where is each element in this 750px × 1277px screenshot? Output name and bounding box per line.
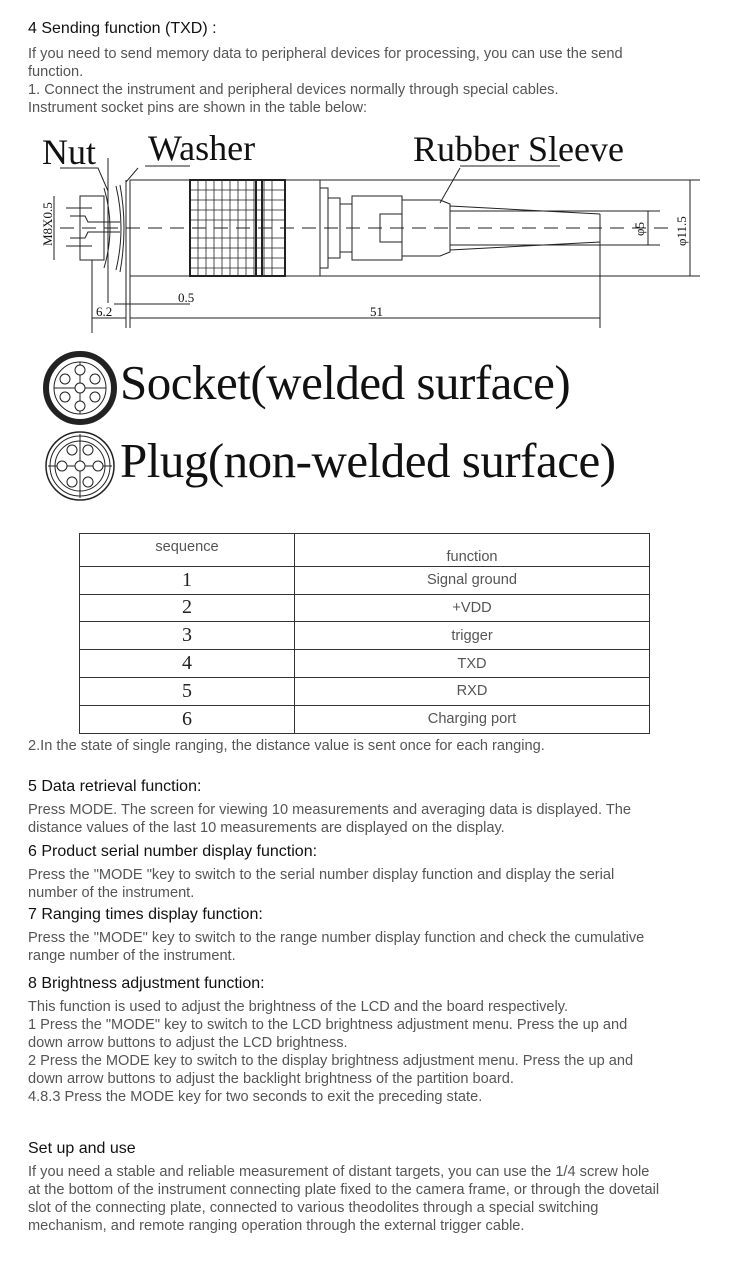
table-row <box>80 566 650 594</box>
plug-row <box>38 428 728 503</box>
section-8-title: 8 Brightness adjustment function: <box>28 975 265 992</box>
text-line: This function is used to adjust the brightness of the LCD and the board respectively. <box>28 999 569 1015</box>
outer-diameter-dimension: φ11.5 <box>674 216 689 246</box>
pin-table <box>79 533 650 734</box>
table-row <box>80 622 650 650</box>
header-sequence: sequence <box>80 534 295 567</box>
text-line: Press the "MODE" key to switch to the range number display function and check the cumulative <box>28 930 645 946</box>
text-line: 1. Connect the instrument and peripheral devices normally through special cables. <box>28 82 559 98</box>
text-line: Press MODE. The screen for viewing 10 measurements and averaging data is displayed. The <box>28 802 631 818</box>
rubber-sleeve-label: Rubber Sleeve <box>413 129 624 169</box>
text-line: 1 Press the "MODE" key to switch to the LCD brightness adjustment menu. Press the up and <box>28 1017 628 1033</box>
table-row <box>80 705 650 733</box>
text-line: slot of the connecting plate, connected to various theodolites through a special switching <box>28 1200 599 1216</box>
section-4-note: 2.In the state of single ranging, the distance value is sent once for each ranging. <box>28 738 545 754</box>
plug-label: Plug(non-welded surface) <box>120 433 616 488</box>
socket-row <box>38 350 728 425</box>
text-line: distance values of the last 10 measurements are displayed on the display. <box>28 820 505 836</box>
text-line: 2 Press the MODE key to switch to the display brightness adjustment menu. Press the up and <box>28 1053 634 1069</box>
section-6-body <box>28 866 728 902</box>
section-7-title: 7 Ranging times display function: <box>28 906 263 923</box>
table-row <box>80 650 650 678</box>
pin-function: trigger <box>295 622 650 650</box>
socket-face-icon <box>42 350 118 426</box>
section-7-body <box>28 929 728 965</box>
pin-number: 1 <box>80 566 295 594</box>
total-length-dimension: 51 <box>370 304 383 319</box>
washer-label: Washer <box>148 128 256 168</box>
section-4-body <box>28 45 728 117</box>
section-4-title: 4 Sending function (TXD) : <box>28 20 217 37</box>
pin-function: TXD <box>295 650 650 678</box>
section-5-title: 5 Data retrieval function: <box>28 778 202 795</box>
text-line: down arrow buttons to adjust the LCD brightness. <box>28 1035 348 1051</box>
text-line: number of the instrument. <box>28 885 195 901</box>
text-line: mechanism, and remote ranging operation through the external trigger cable. <box>28 1218 525 1234</box>
table-row <box>80 677 650 705</box>
pin-function: Charging port <box>295 705 650 733</box>
pin-function: +VDD <box>295 594 650 622</box>
text-line: If you need to send memory data to peripheral devices for processing, you can use the send <box>28 46 623 62</box>
text-line: range number of the instrument. <box>28 948 236 964</box>
text-line: Press the "MODE "key to switch to the serial number display function and display the serial <box>28 867 615 883</box>
pin-number: 2 <box>80 594 295 622</box>
text-line: Instrument socket pins are shown in the table below: <box>28 100 368 116</box>
thread-dimension: M8X0.5 <box>40 202 55 246</box>
inner-diameter-dimension: φ5 <box>632 221 647 236</box>
table-header-row <box>80 534 650 567</box>
pin-number: 6 <box>80 705 295 733</box>
connector-drawing <box>30 128 720 338</box>
nut-length-dimension: 6.2 <box>96 304 113 319</box>
pin-number: 4 <box>80 650 295 678</box>
plug-face-icon <box>42 428 118 504</box>
text-line: 4.8.3 Press the MODE key for two seconds to exit the preceding state. <box>28 1089 483 1105</box>
section-6-title: 6 Product serial number display function: <box>28 843 318 860</box>
section-8-body <box>28 998 728 1106</box>
pin-number: 5 <box>80 677 295 705</box>
text-line: function. <box>28 64 84 80</box>
setup-body <box>28 1163 728 1235</box>
pin-function: RXD <box>295 677 650 705</box>
washer-gap-dimension: 0.5 <box>178 290 195 305</box>
nut-label: Nut <box>42 132 96 172</box>
pin-function: Signal ground <box>295 566 650 594</box>
text-line: at the bottom of the instrument connecting plate fixed to the camera frame, or through the dovetail <box>28 1182 660 1198</box>
table-row <box>80 594 650 622</box>
text-line: If you need a stable and reliable measurement of distant targets, you can use the 1/4 screw hole <box>28 1164 650 1180</box>
pin-number: 3 <box>80 622 295 650</box>
section-5-body <box>28 801 728 837</box>
setup-title: Set up and use <box>28 1140 136 1157</box>
header-function: function <box>295 534 650 567</box>
text-line: down arrow buttons to adjust the backlight brightness of the partition board. <box>28 1071 514 1087</box>
socket-label: Socket(welded surface) <box>120 355 571 410</box>
